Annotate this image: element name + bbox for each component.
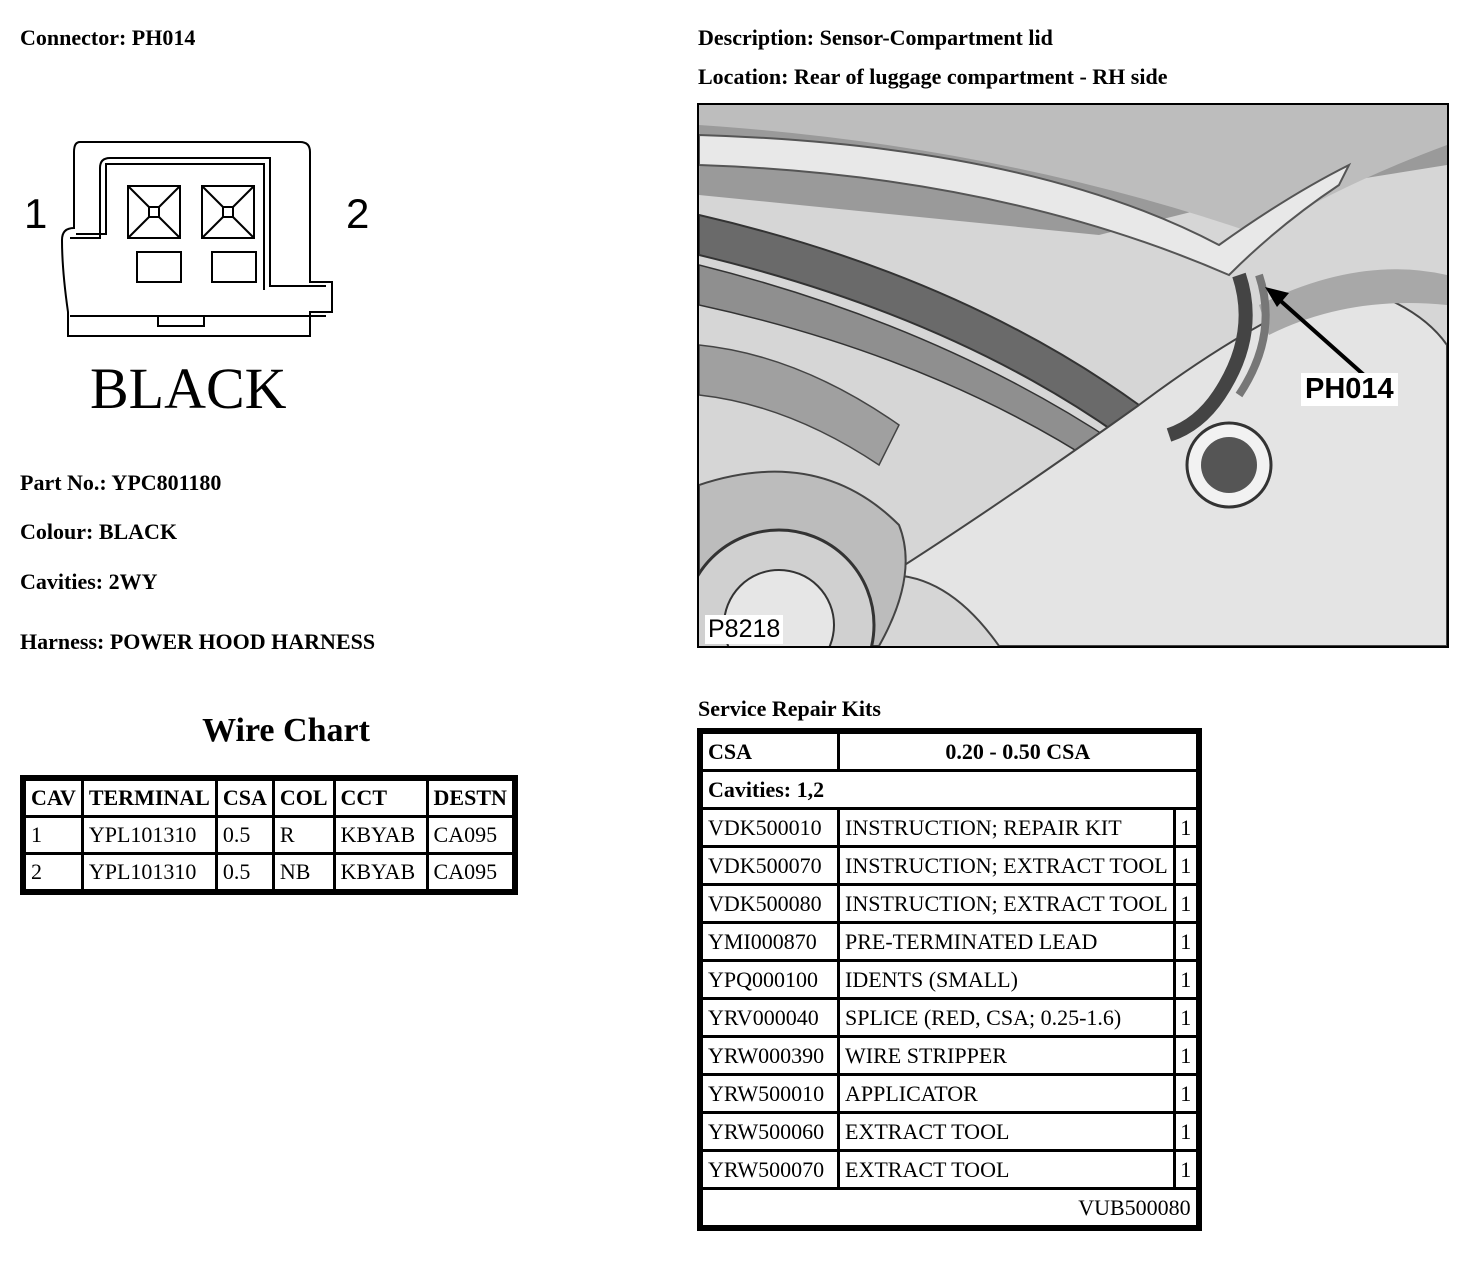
table-row bbox=[703, 886, 1196, 921]
cell-cct: KBYAB bbox=[336, 855, 426, 889]
cell-csa: 0.5 bbox=[218, 855, 272, 889]
wire-chart-title: Wire Chart bbox=[202, 712, 370, 749]
csa-value: 0.20 - 0.50 CSA bbox=[840, 734, 1196, 769]
kit-code: YRW500010 bbox=[703, 1076, 837, 1111]
header-cav: CAV bbox=[26, 781, 81, 815]
kit-qty: 1 bbox=[1176, 848, 1196, 883]
kit-desc: IDENTS (SMALL) bbox=[840, 962, 1173, 997]
kits-cavities: Cavities: 1,2 bbox=[703, 772, 1196, 807]
table-row bbox=[703, 1114, 1196, 1149]
service-kits-table bbox=[697, 728, 1202, 1231]
pin-2-label: 2 bbox=[346, 190, 370, 237]
kit-code: VDK500010 bbox=[703, 810, 837, 845]
connector-diagram bbox=[20, 130, 400, 430]
cell-col: NB bbox=[275, 855, 333, 889]
kit-qty: 1 bbox=[1176, 1000, 1196, 1035]
kit-desc: PRE-TERMINATED LEAD bbox=[840, 924, 1173, 959]
csa-header: CSA bbox=[703, 734, 837, 769]
table-row bbox=[703, 924, 1196, 959]
table-row bbox=[703, 1000, 1196, 1035]
table-row bbox=[26, 855, 512, 889]
location-photo bbox=[697, 103, 1449, 648]
cell-cav: 1 bbox=[26, 818, 81, 852]
table-row bbox=[703, 1152, 1196, 1187]
photo-callout-label: PH014 bbox=[1301, 373, 1398, 406]
kit-qty: 1 bbox=[1176, 810, 1196, 845]
kits-footer-code: VUB500080 bbox=[703, 1190, 1196, 1225]
kit-desc: EXTRACT TOOL bbox=[840, 1114, 1173, 1149]
kit-desc: APPLICATOR bbox=[840, 1076, 1173, 1111]
kit-desc: WIRE STRIPPER bbox=[840, 1038, 1173, 1073]
kit-code: VDK500070 bbox=[703, 848, 837, 883]
kits-footer-row bbox=[703, 1190, 1196, 1225]
service-kits-title: Service Repair Kits bbox=[698, 696, 881, 721]
wire-chart-table bbox=[20, 775, 518, 895]
cavities: Cavities: 2WY bbox=[20, 569, 158, 594]
kit-code: YMI000870 bbox=[703, 924, 837, 959]
cell-cav: 2 bbox=[26, 855, 81, 889]
cell-destn: CA095 bbox=[429, 818, 512, 852]
table-row bbox=[703, 848, 1196, 883]
table-row bbox=[703, 962, 1196, 997]
cell-csa: 0.5 bbox=[218, 818, 272, 852]
kit-code: YPQ000100 bbox=[703, 962, 837, 997]
table-row bbox=[703, 1076, 1196, 1111]
kits-csa-row bbox=[703, 734, 1196, 769]
kit-desc: EXTRACT TOOL bbox=[840, 1152, 1173, 1187]
kit-qty: 1 bbox=[1176, 1038, 1196, 1073]
cell-terminal: YPL101310 bbox=[84, 818, 215, 852]
cell-terminal: YPL101310 bbox=[84, 855, 215, 889]
kit-qty: 1 bbox=[1176, 1114, 1196, 1149]
cell-cct: KBYAB bbox=[336, 818, 426, 852]
kits-cavities-row bbox=[703, 772, 1196, 807]
kit-code: YRV000040 bbox=[703, 1000, 837, 1035]
kit-code: YRW000390 bbox=[703, 1038, 837, 1073]
wire-chart-header-row bbox=[26, 781, 512, 815]
kit-desc: INSTRUCTION; EXTRACT TOOL bbox=[840, 886, 1173, 921]
connector-colour-label: BLACK bbox=[90, 356, 287, 421]
cell-destn: CA095 bbox=[429, 855, 512, 889]
header-csa: CSA bbox=[218, 781, 272, 815]
part-number: Part No.: YPC801180 bbox=[20, 470, 222, 495]
photo-id-label: P8218 bbox=[705, 615, 783, 644]
header-destn: DESTN bbox=[429, 781, 512, 815]
kit-desc: INSTRUCTION; REPAIR KIT bbox=[840, 810, 1173, 845]
description-label: Description: Sensor-Compartment lid bbox=[698, 25, 1053, 50]
kit-code: YRW500070 bbox=[703, 1152, 837, 1187]
pin-1-label: 1 bbox=[24, 190, 48, 237]
harness: Harness: POWER HOOD HARNESS bbox=[20, 629, 376, 654]
kit-code: VDK500080 bbox=[703, 886, 837, 921]
header-cct: CCT bbox=[336, 781, 426, 815]
kit-qty: 1 bbox=[1176, 924, 1196, 959]
table-row bbox=[703, 810, 1196, 845]
kit-desc: INSTRUCTION; EXTRACT TOOL bbox=[840, 848, 1173, 883]
connector-label: Connector: PH014 bbox=[20, 25, 196, 50]
header-col: COL bbox=[275, 781, 333, 815]
table-row bbox=[26, 818, 512, 852]
kit-qty: 1 bbox=[1176, 886, 1196, 921]
kit-qty: 1 bbox=[1176, 1152, 1196, 1187]
table-row bbox=[703, 1038, 1196, 1073]
cell-col: R bbox=[275, 818, 333, 852]
colour: Colour: BLACK bbox=[20, 519, 178, 544]
kit-code: YRW500060 bbox=[703, 1114, 837, 1149]
location-label: Location: Rear of luggage compartment - RH side bbox=[698, 64, 1168, 89]
kit-qty: 1 bbox=[1176, 962, 1196, 997]
kit-desc: SPLICE (RED, CSA; 0.25-1.6) bbox=[840, 1000, 1173, 1035]
header-terminal: TERMINAL bbox=[84, 781, 215, 815]
kit-qty: 1 bbox=[1176, 1076, 1196, 1111]
